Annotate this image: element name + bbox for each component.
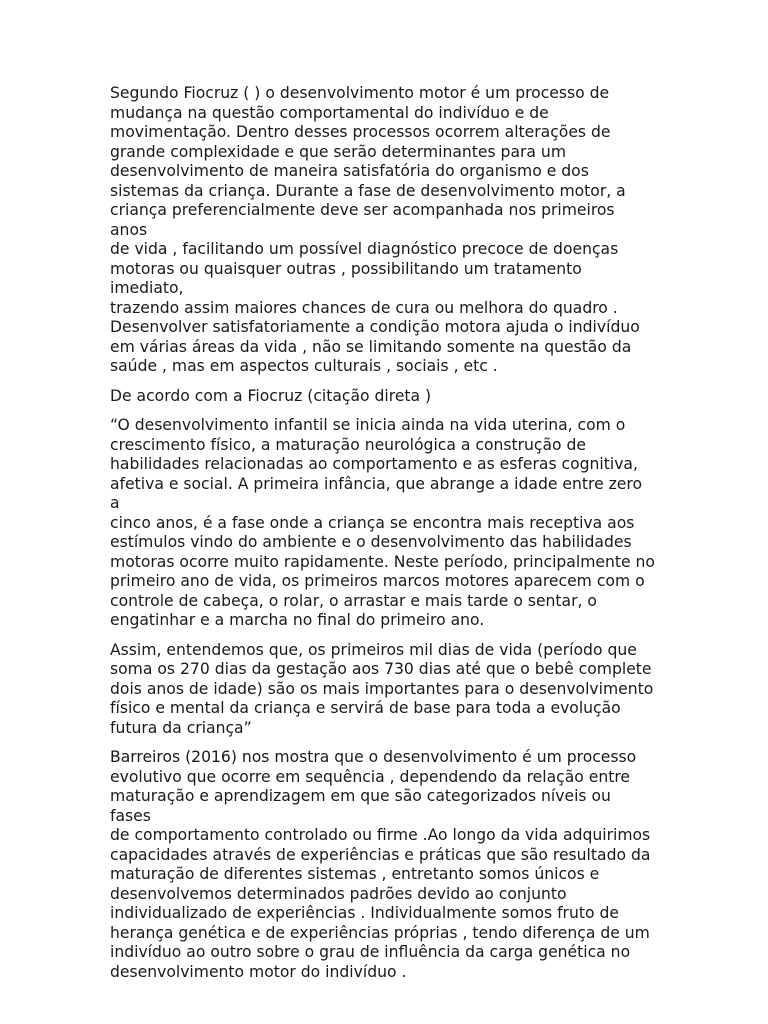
paragraph-quote: “O desenvolvimento infantil se inicia ainda na vida uterina, com o crescimento físico, a maturação neurológica a construção de habilidades relacionadas ao comportamento e as esferas cognitiva, afetiva e social. A primeira infância, que abrange a idade entre zero a cinco anos, é a fase onde a criança se encontra mais receptiva aos estímulos vindo do ambiente e o desenvolvimento das habilidades motoras ocorre muito rapidamente. Neste período, principalmente no primeiro ano de vida, os primeiros marcos motores aparecem com o controle de cabeça, o rolar, o arrastar e mais tarde o sentar, o engatinhar e a marcha no final do primeiro ano. — [110, 416, 655, 629]
document-body — [110, 84, 655, 992]
paragraph-quote-continued: Assim, entendemos que, os primeiros mil dias de vida (período que soma os 270 dias da gestação aos 730 dias até que o bebê complete dois anos de idade) são os mais importantes para o desenvolvimento físico e mental da criança e servirá de base para toda a evolução futura da criança” — [110, 640, 654, 737]
paragraph-citation-heading: De acordo com a Fiocruz (citação direta ) — [110, 386, 432, 405]
paragraph-barreiros: Barreiros (2016) nos mostra que o desenvolvimento é um processo evolutivo que ocorre em sequência , dependendo da relação entre maturação e aprendizagem em que são categorizados níveis ou fases de comportamento controlado ou firme .Ao longo da vida adquirimos capacidades através de experiências e práticas que são resultado da maturação de diferentes sistemas , entretanto somos únicos e desenvolvemos determinados padrões devido ao conjunto individualizado de experiências . Individualmente somos fruto de herança genética e de experiências próprias , tendo diferença de um indivíduo ao outro sobre o grau de influência da carga genética no desenvolvimento motor do indivíduo . — [110, 748, 651, 981]
paragraph-intro: Segundo Fiocruz ( ) o desenvolvimento motor é um processo de mudança na questão comportamental do indivíduo e de movimentação. Dentro desses processos ocorrem alterações de grande complexidade e que serão determinantes para um desenvolvimento de maneira satisfatória do organismo e dos sistemas da criança. Durante a fase de desenvolvimento motor, a criança preferencialmente deve ser acompanhada nos primeiros anos de vida , facilitando um possível diagnóstico precoce de doenças motoras ou quaisquer outras , possibilitando um tratamento imediato, trazendo assim maiores chances de cura ou melhora do quadro . Desenvolver satisfatoriamente a condição motora ajuda o indivíduo em várias áreas da vida , não se limitando somente na questão da saúde , mas em aspectos culturais , sociais , etc . — [110, 84, 640, 375]
